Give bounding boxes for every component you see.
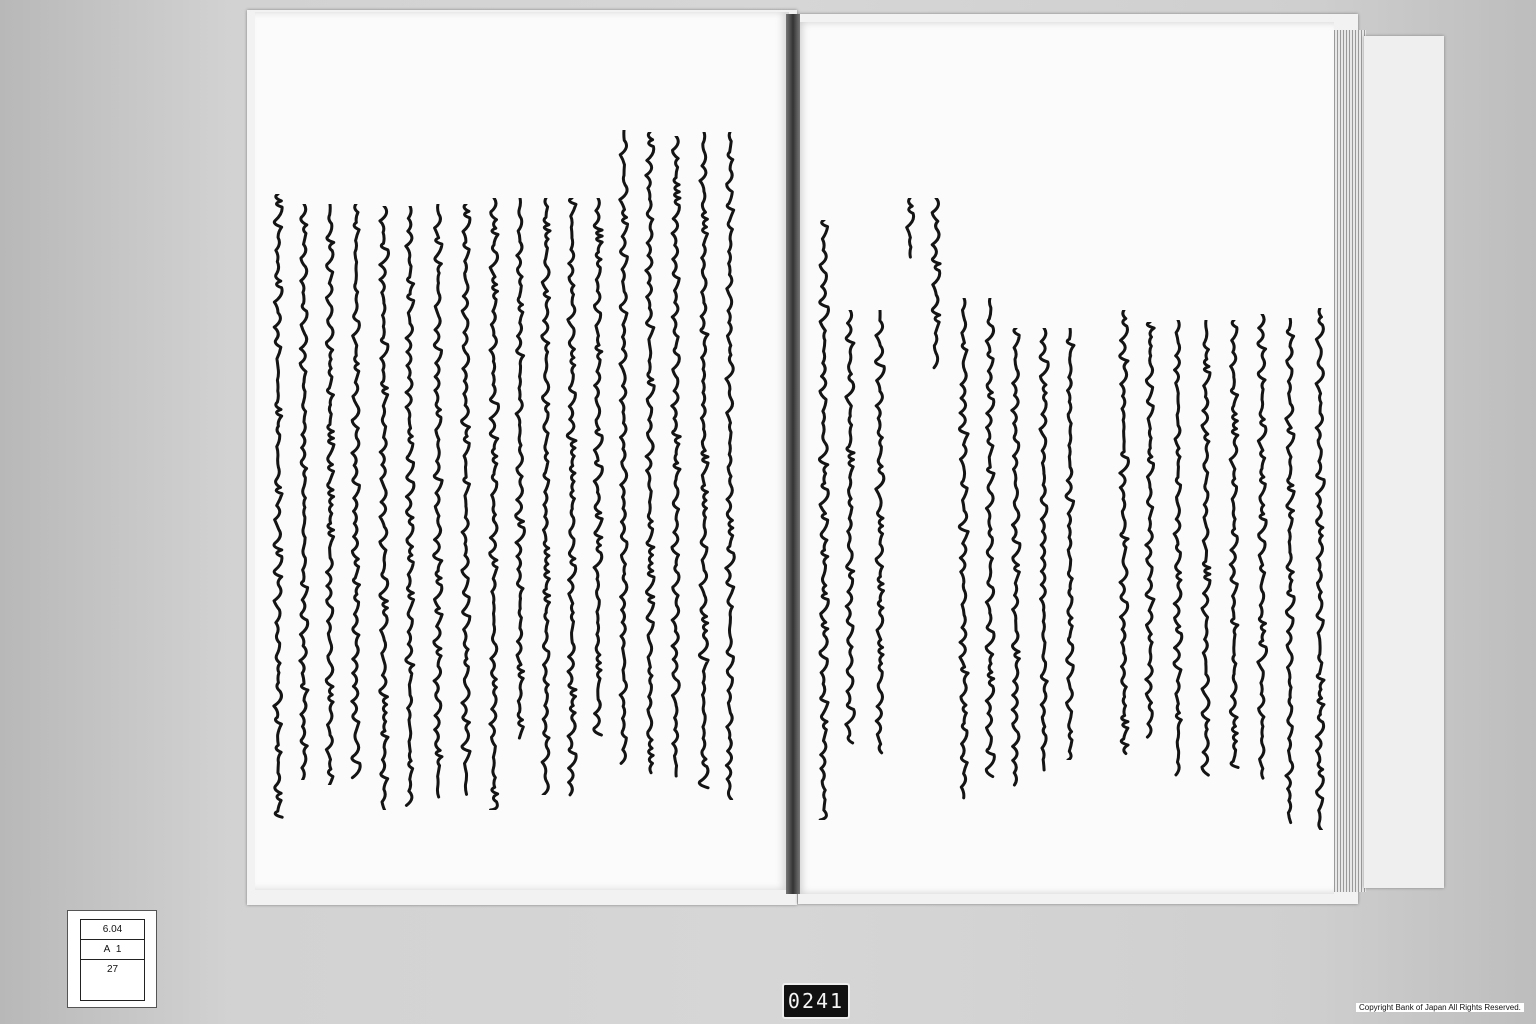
archive-label-row-3: 27 <box>106 964 119 975</box>
book-flap <box>1364 36 1444 888</box>
book-gutter <box>786 14 800 894</box>
frame-number: 0241 <box>782 983 850 1019</box>
page-edges <box>1334 30 1366 892</box>
archive-label-row-2: A 1 <box>81 940 144 960</box>
archive-label <box>67 910 157 1008</box>
copyright-notice: Copyright Bank of Japan All Rights Reserved. <box>1356 1003 1524 1012</box>
archive-label-table <box>80 919 145 1001</box>
archive-label-row-1: 6.04 <box>81 920 144 940</box>
